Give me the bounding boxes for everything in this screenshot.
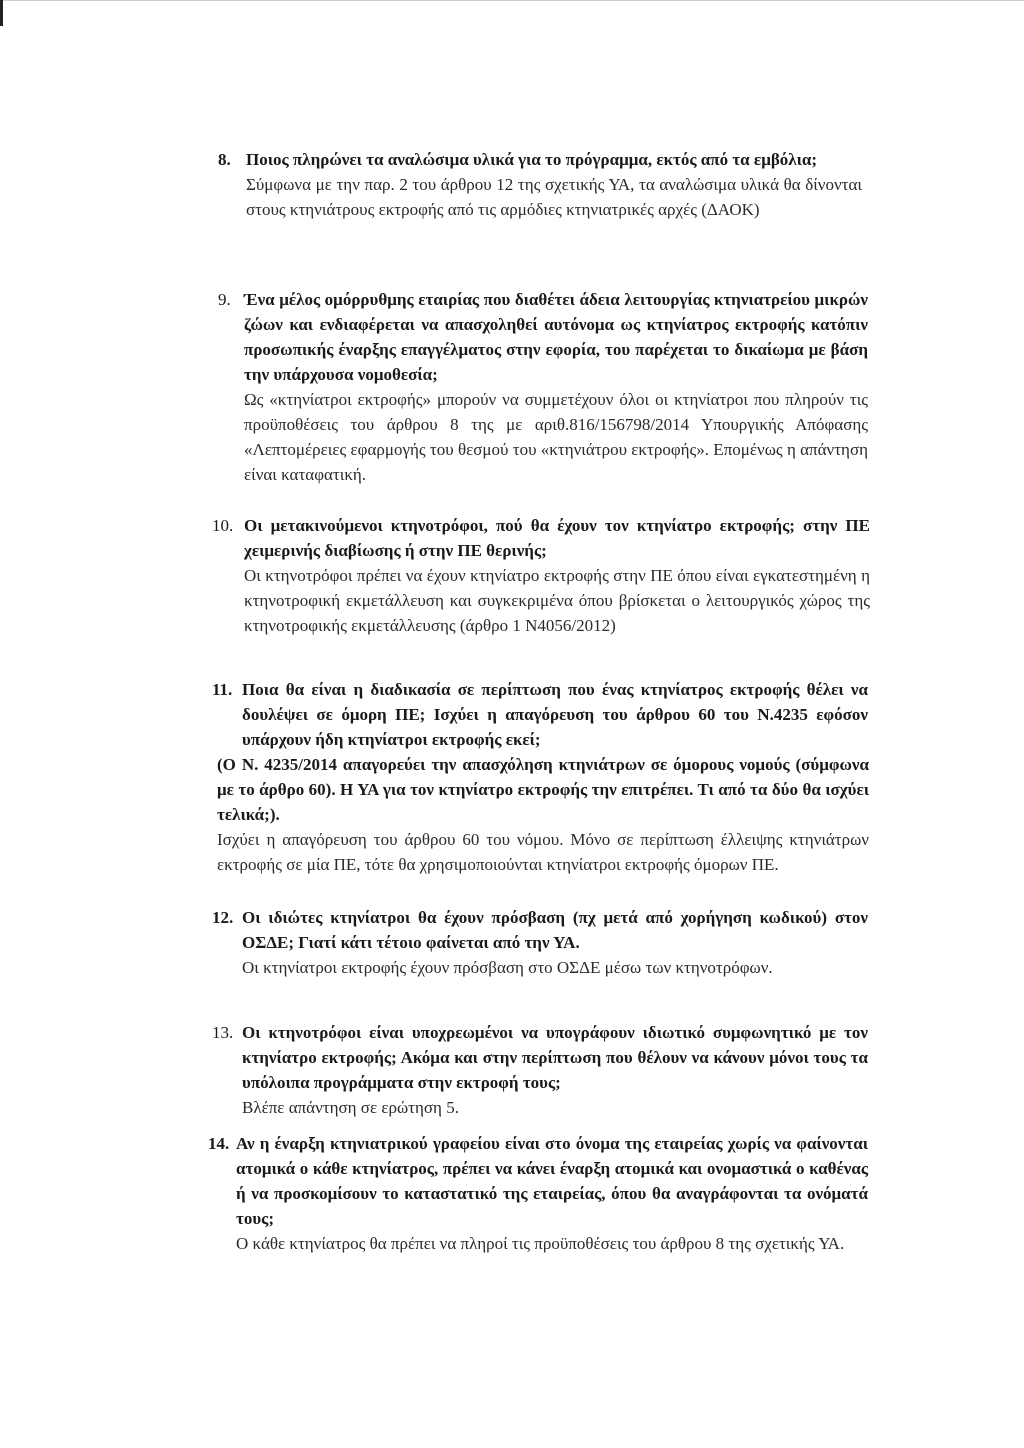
item-number: 13. xyxy=(212,1023,234,1042)
item-number: 14. xyxy=(208,1134,230,1153)
question-text: Οι μετακινούμενοι κτηνοτρόφοι, πού θα έχουν τον κτηνίατρο εκτροφής; στην ΠΕ χειμερινής διαβίωσης ή στην ΠΕ θερινής; xyxy=(244,516,870,560)
item-number: 11. xyxy=(212,680,233,699)
item-number: 9. xyxy=(218,290,231,309)
answer-text: Ο κάθε κτηνίατρος θα πρέπει να πληροί τις προϋποθέσεις του άρθρου 8 της σχετικής ΥΑ. xyxy=(236,1234,845,1253)
answer-text: Βλέπε απάντηση σε ερώτηση 5. xyxy=(242,1098,459,1117)
answer-text: Ισχύει η απαγόρευση του άρθρου 60 του νόμου. Μόνο σε περίπτωση έλλειψης κτηνιάτρων εκτροφής σε μία ΠΕ, τότε θα χρησιμοποιούνται κτηνίατροι εκτροφής όμορων ΠΕ. xyxy=(217,830,869,874)
question-text: Ένα μέλος ομόρρυθμης εταιρίας που διαθέτει άδεια λειτουργίας κτηνιατρείου μικρών ζώων και ενδιαφέρεται να απασχοληθεί αυτόνομα ως κτηνίατρος εκτροφής κατόπιν προσωπικής έναρξης επαγγέλματος στην εφορία, του παρέχεται το δικαίωμα με βάση την υπάρχουσα νομοθεσία; xyxy=(244,290,868,384)
item-number: 10. xyxy=(212,516,234,535)
item-number: 12. xyxy=(212,908,234,927)
answer-text: Ως «κτηνίατροι εκτροφής» μπορούν να συμμετέχουν όλοι οι κτηνίατροι που πληρούν τις προϋποθέσεις του άρθρου 8 της με αριθ.816/156798/2014 Υπουργικής Απόφασης «Λεπτομέρειες εφαρμογής του θεσμού του «κτηνιάτρου εκτροφής». Επομένως η απάντηση είναι καταφατική. xyxy=(244,390,868,484)
question-note: (Ο Ν. 4235/2014 απαγορεύει την απασχόληση κτηνιάτρων σε όμορους νομούς (σύμφωνα με το άρθρο 60). Η ΥΑ για τον κτηνίατρο εκτροφής την επιτρέπει. Τι από τα δύο θα ισχύει τελικά;). xyxy=(217,755,869,824)
scan-edge-mark xyxy=(0,0,3,26)
answer-text: Οι κτηνοτρόφοι πρέπει να έχουν κτηνίατρο εκτροφής στην ΠΕ όπου είναι εγκατεστημένη η κτηνοτροφική εκμετάλλευση και συγκεκριμένα όπου βρίσκεται ο λειτουργικός χώρος της κτηνοτροφικής εκμετάλλευσης (άρθρο 1 Ν4056/2012) xyxy=(244,566,870,635)
question-text: Οι κτηνοτρόφοι είναι υποχρεωμένοι να υπογράφουν ιδιωτικό συμφωνητικό με τον κτηνίατρο εκτροφής; Ακόμα και στην περίπτωση που θέλουν να κάνουν μόνοι τους τα υπόλοιπα προγράμματα στην εκτροφή τους; xyxy=(242,1023,868,1092)
question-text: Ποια θα είναι η διαδικασία σε περίπτωση που ένας κτηνίατρος εκτροφής θέλει να δουλέψει σε όμορη ΠΕ; Ισχύει η απαγόρευση του άρθρου 60 του Ν.4235 εφόσον υπάρχουν ήδη κτηνίατροι εκτροφής εκεί; xyxy=(242,680,868,749)
answer-text: Σύμφωνα με την παρ. 2 του άρθρου 12 της σχετικής ΥΑ, τα αναλώσιμα υλικά θα δίνονται στους κτηνιάτρους εκτροφής από τις αρμόδιες κτηνιατρικές αρχές (ΔΑΟΚ) xyxy=(246,175,862,219)
item-number: 8. xyxy=(218,150,231,169)
scan-edge-top xyxy=(0,0,1024,1)
answer-text: Οι κτηνίατροι εκτροφής έχουν πρόσβαση στο ΟΣΔΕ μέσω των κτηνοτρόφων. xyxy=(242,958,773,977)
question-text: Αν η έναρξη κτηνιατρικού γραφείου είναι στο όνομα της εταιρείας χωρίς να φαίνονται ατομικά ο κάθε κτηνίατρος, πρέπει να κάνει έναρξη ατομικά και ονομαστικά ο καθένας ή να προσκομίσουν το καταστατικό της εταιρείας, όπου θα αναγράφονται τα ονόματά τους; xyxy=(236,1134,868,1228)
question-text: Ποιος πληρώνει τα αναλώσιμα υλικά για το πρόγραμμα, εκτός από τα εμβόλια; xyxy=(246,150,818,169)
question-text: Οι ιδιώτες κτηνίατροι θα έχουν πρόσβαση (πχ μετά από χορήγηση κωδικού) στον ΟΣΔΕ; Γιατί κάτι τέτοιο φαίνεται από την ΥΑ. xyxy=(242,908,868,952)
